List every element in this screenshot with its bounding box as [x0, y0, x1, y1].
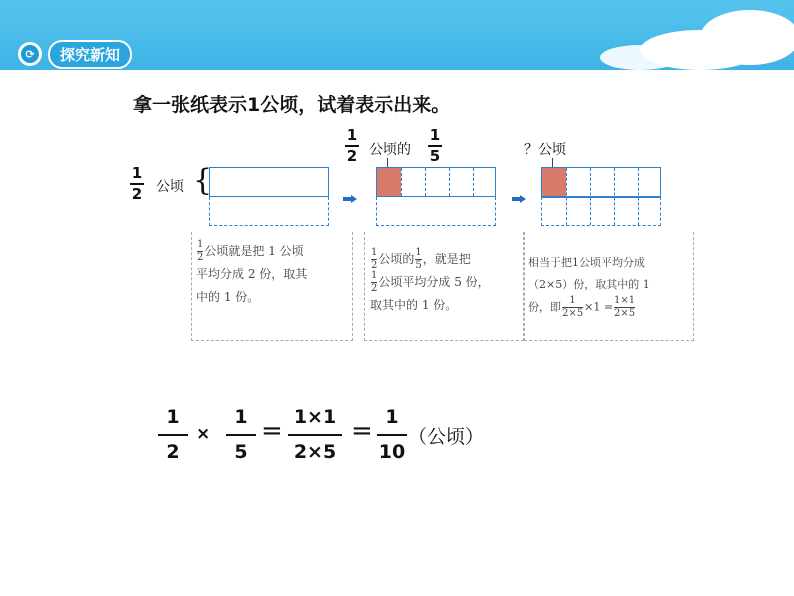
note3-fraction-b: $\frac{1\times 1}{2\times 5}$	[614, 295, 636, 319]
eq-unit: （公顷）	[408, 426, 485, 448]
left-unit-label: 公顷	[156, 179, 184, 195]
right-divider	[638, 168, 639, 225]
mid-fraction-fifth: 1 5	[429, 126, 441, 165]
eq-fraction-2: 1 5	[226, 408, 256, 462]
left-brace: {	[193, 163, 213, 198]
note2-fraction-c: $\frac{1}{2}$	[371, 270, 378, 294]
left-other-half	[209, 197, 329, 226]
right-divider	[590, 168, 591, 225]
eq-fraction-3: 1×1 2×5	[288, 408, 342, 462]
mid-shaded-part	[377, 168, 401, 196]
mid-other-half	[376, 197, 496, 226]
right-shaded-part	[542, 168, 566, 196]
note2-fraction-b: $\frac{1}{5}$	[415, 247, 422, 271]
note3-fraction-a: $\frac{1}{2\times 5}$	[562, 295, 584, 319]
section-title: 探究新知	[48, 40, 132, 69]
mid-divider	[449, 168, 450, 196]
note-1: $\frac{1}{2}$ 公顷就是把 1 公顷 平均分成 2 份，取其 中的 1 份。	[196, 239, 308, 304]
mid-divider	[401, 168, 402, 196]
note-3: 相当于把1公顷平均分成 （2×5）份，取其中的 1 份，即 $\frac{1}{2\times 5}$ ×1 = $\frac{1\times 1}{2\times 5}$	[528, 256, 650, 319]
mid-divider	[473, 168, 474, 196]
eq-equals-1: =	[261, 416, 283, 446]
left-half-rect	[209, 167, 329, 197]
left-fraction: 1 2	[131, 164, 143, 203]
note-2: $\frac{1}{2}$ 公顷的 $\frac{1}{5}$ ，就是把 $\frac{1}{2}$ 公顷平均分成 5 份， 取其中的 1 份。	[370, 247, 490, 312]
eq-equals-2: =	[351, 416, 373, 446]
mid-divider	[425, 168, 426, 196]
prompt-text: 拿一张纸表示1公顷，试着表示出来。	[133, 94, 451, 116]
arrow-right-icon	[512, 195, 526, 203]
right-label: ？公顷	[524, 142, 566, 158]
right-bottom-rect	[541, 197, 661, 226]
note2-fraction-a: $\frac{1}{2}$	[371, 247, 378, 271]
right-divider	[614, 168, 615, 225]
eq-fraction-1: 1 2	[158, 408, 188, 462]
section-icon: ⟳	[18, 42, 42, 66]
eq-times: ×	[196, 424, 211, 444]
eq-fraction-4: 1 10	[378, 406, 406, 463]
cloud-decoration	[600, 45, 680, 70]
mid-label-text: 公顷的	[369, 142, 411, 158]
cloud-decoration	[700, 10, 794, 65]
note1-fraction: $\frac{1}{2}$	[197, 239, 204, 263]
section-badge	[18, 40, 132, 68]
right-divider	[566, 168, 567, 225]
arrow-right-icon	[343, 195, 357, 203]
mid-fraction-half: 1 2	[346, 126, 358, 165]
